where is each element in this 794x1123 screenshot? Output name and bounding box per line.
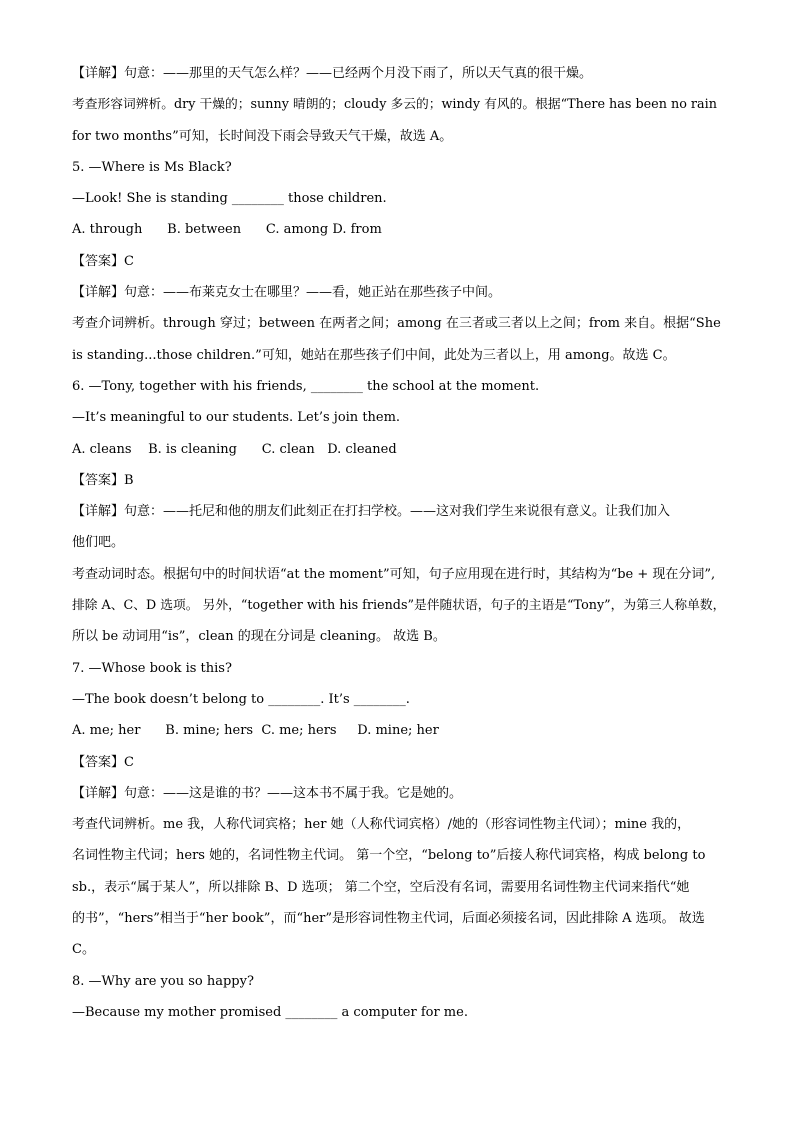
explanation-line: 【详解】句意：——托尼和他的朋友们此刻正在打扫学校。——这对我们学生来说很有意义。让我们加入: [72, 504, 671, 520]
answer-key: 【答案】C: [72, 754, 134, 770]
question-stem: 8. —Why are you so happy?: [72, 973, 254, 989]
question-stem: —It’s meaningful to our students. Let’s join them.: [72, 410, 401, 426]
explanation-line: 【详解】句意：——这是谁的书？——这本书不属于我。它是她的。: [72, 785, 463, 801]
explanation-line: for two months”可知，长时间没下雨会导致天气干燥，故选 A。: [72, 128, 453, 144]
explanation-line: is standing...those children.”可知，她站在那些孩子们中间，此处为三者以上，用 among。故选 C。: [72, 347, 676, 363]
answer-options: A. through B. between C. among D. from: [72, 222, 382, 238]
explanation-line: 他们吧。: [72, 535, 125, 551]
question-stem: 7. —Whose book is this?: [72, 660, 232, 676]
question-stem: —Look! She is standing ________ those children.: [72, 191, 387, 207]
explanation-line: 名词性物主代词；hers 她的，名词性物主代词。 第一个空，“belong to”后接人称代词宾格，构成 belong to: [72, 848, 706, 864]
explanation-line: 考查介词辨析。through 穿过；between 在两者之间；among 在三者或三者以上之间；from 来自。根据“She: [72, 316, 721, 332]
explanation-line: C。: [72, 942, 95, 958]
explanation-line: 【详解】句意：——那里的天气怎么样？——已经两个月没下雨了，所以天气真的很干燥。: [72, 66, 593, 81]
question-stem: 6. —Tony, together with his friends, ________ the school at the moment.: [72, 378, 540, 394]
answer-key: 【答案】C: [72, 253, 134, 269]
explanation-line: 【详解】句意：——布莱克女士在哪里？——看，她正站在那些孩子中间。: [72, 285, 502, 301]
question-stem: —The book doesn’t belong to ________. It’s ________.: [72, 691, 410, 707]
question-stem: 5. —Where is Ms Black?: [72, 159, 232, 175]
explanation-line: 考查代词辨析。me 我，人称代词宾格；her 她（人称代词宾格）/她的（形容词性物主代词）；mine 我的，: [72, 817, 691, 833]
explanation-line: 所以 be 动词用“is”，clean 的现在分词是 cleaning。 故选 B。: [72, 629, 446, 645]
answer-options: A. me; her B. mine; hers C. me; hers D. mine; her: [72, 723, 439, 739]
explanation-line: 考查形容词辨析。dry 干燥的；sunny 晴朗的；cloudy 多云的；windy 有风的。根据“There has been no rain: [72, 97, 717, 113]
explanation-line: 排除 A、C、D 选项。 另外，“together with his friends”是伴随状语，句子的主语是“Tony”，为第三人称单数，: [72, 598, 726, 614]
answer-options: A. cleans B. is cleaning C. clean D. cleaned: [72, 441, 397, 457]
question-stem: —Because my mother promised ________ a computer for me.: [72, 1004, 468, 1020]
explanation-line: 考查动词时态。根据句中的时间状语“at the moment”可知，句子应用现在进行时，其结构为“be + 现在分词”,: [72, 566, 716, 582]
explanation-line: sb.，表示“属于某人”，所以排除 B、D 选项； 第二个空，空后没有名词，需要用名词性物主代词来指代“她: [72, 879, 690, 895]
document-page: [72, 58, 726, 1028]
answer-key: 【答案】B: [72, 472, 134, 488]
explanation-line: 的书”，“hers”相当于“her book”，而“her”是形容词性物主代词，后面必须接名词，因此排除 A 选项。 故选: [72, 911, 705, 927]
